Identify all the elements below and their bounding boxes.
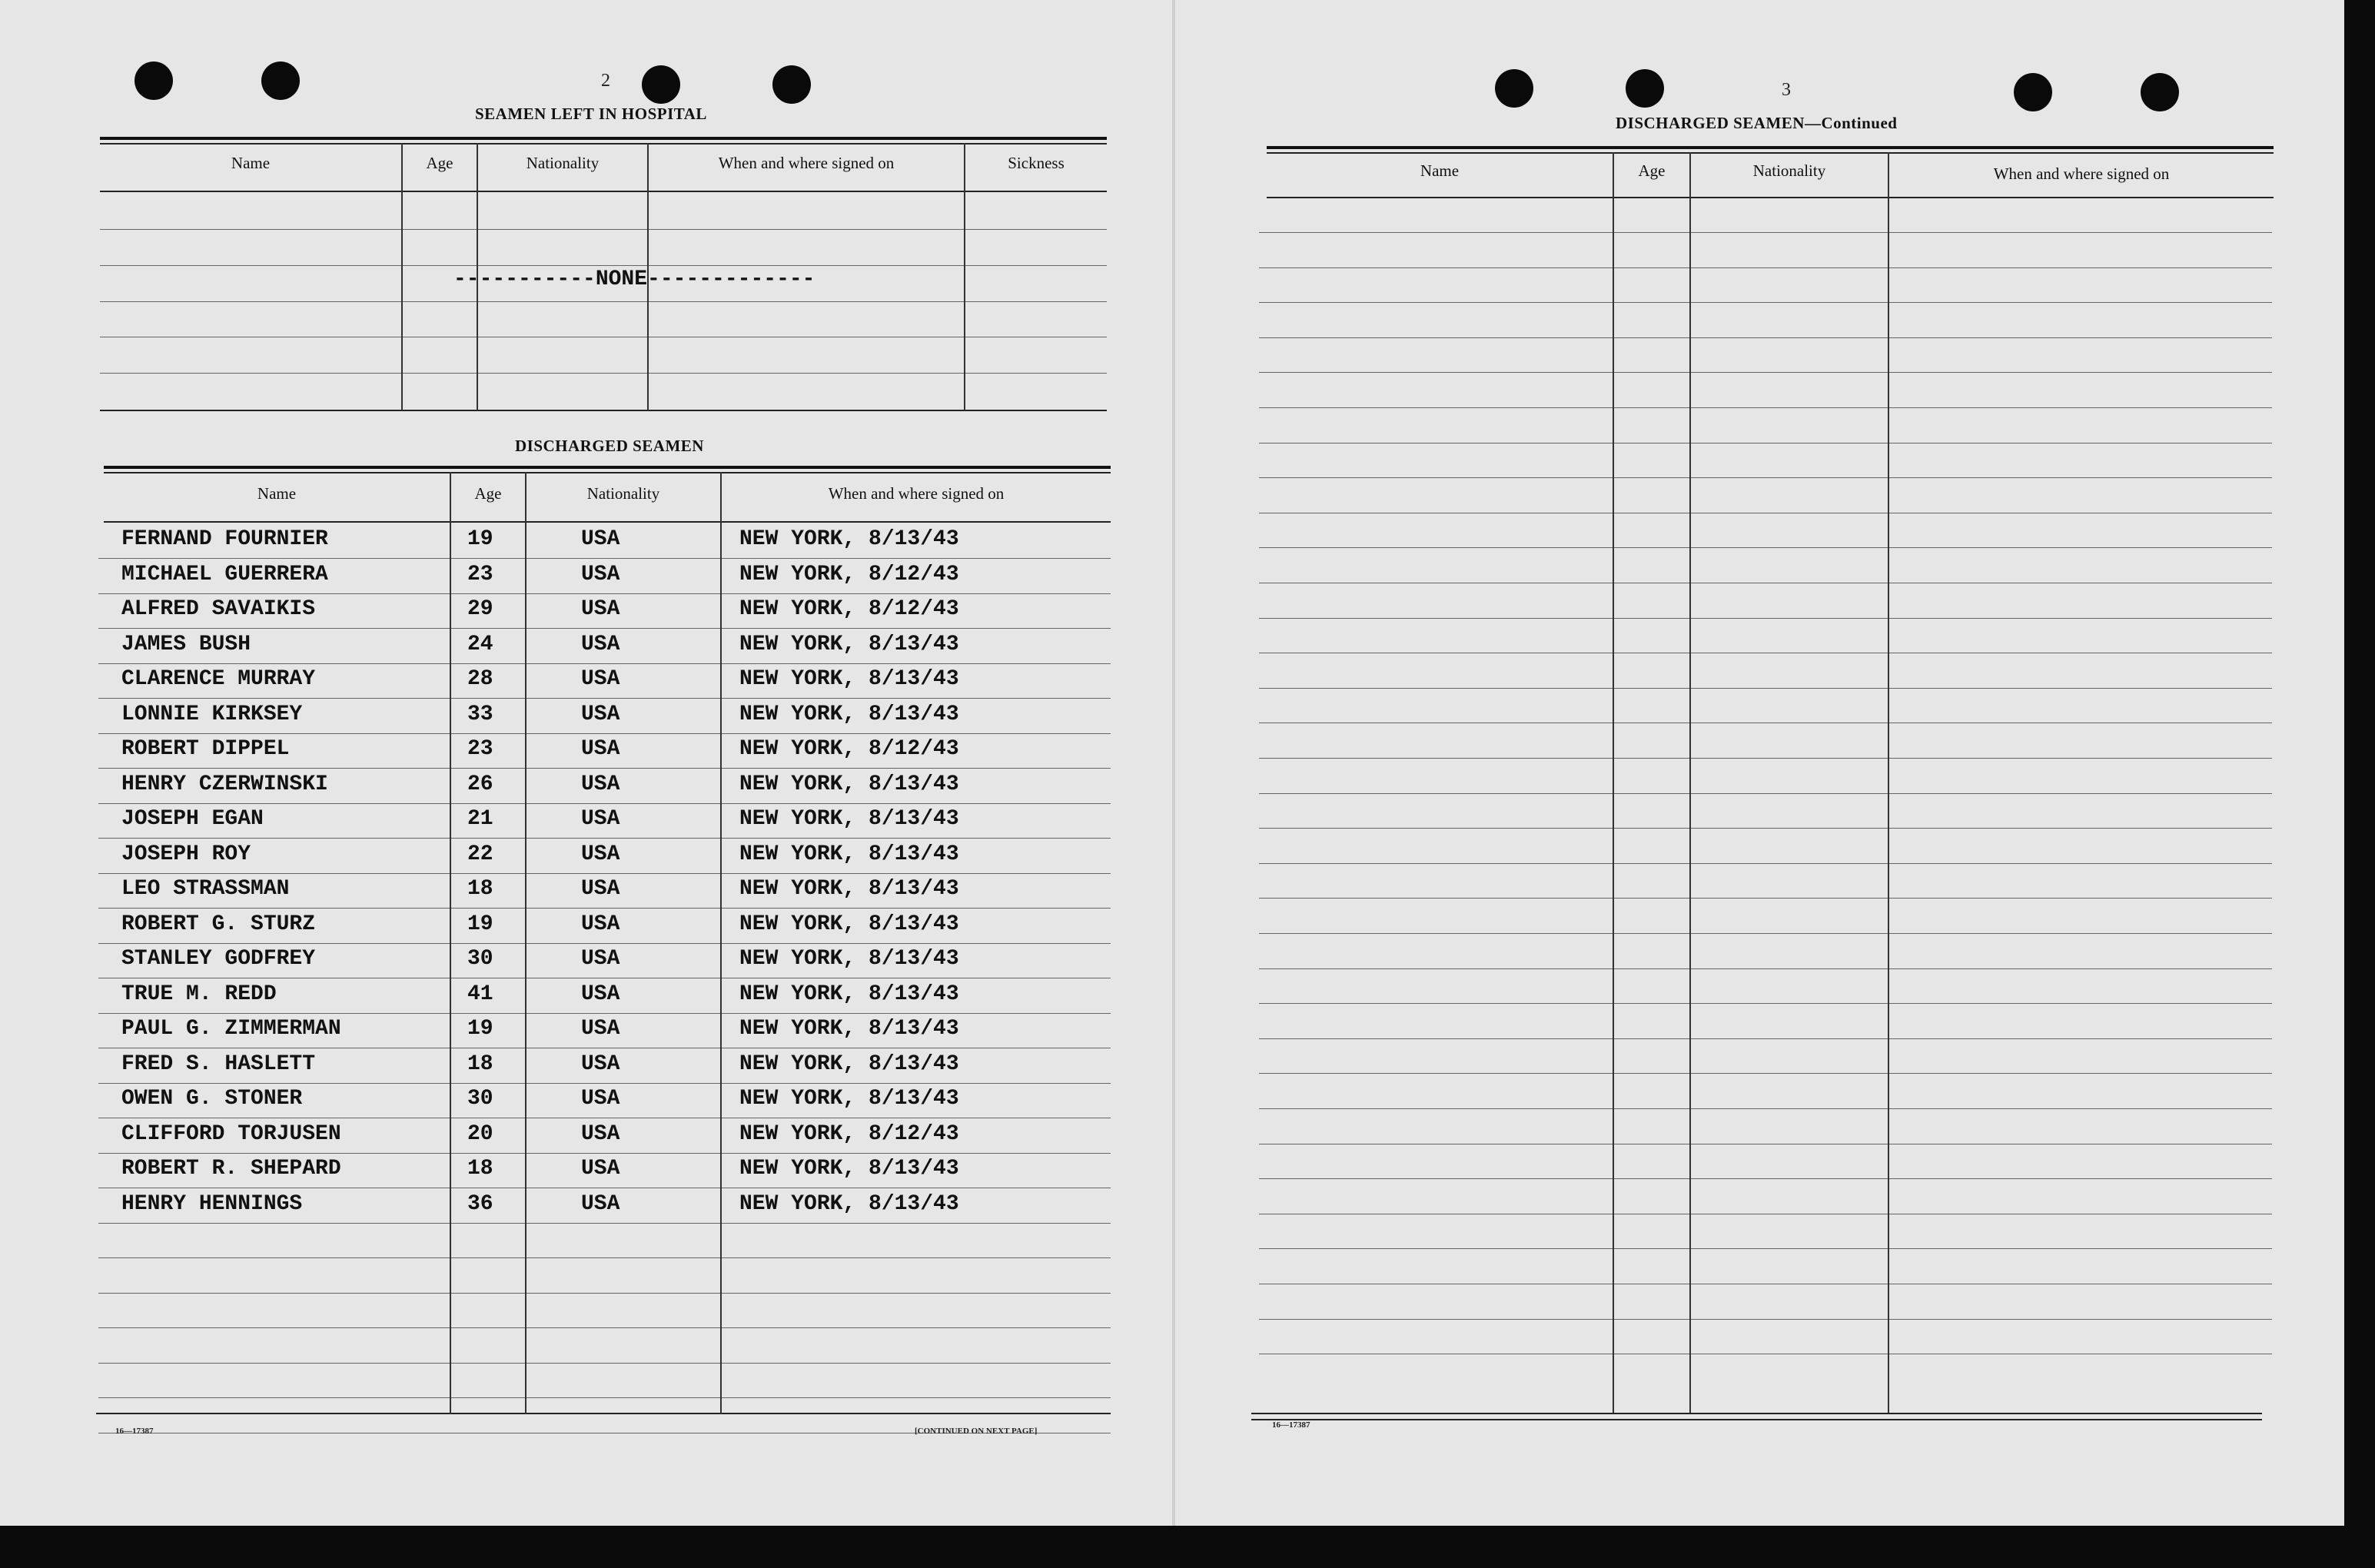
form-number: 16—17387 [115, 1427, 154, 1436]
hospital-header-age: Age [426, 154, 453, 172]
seaman-name: CLARENCE MURRAY [121, 667, 316, 691]
seaman-name: HENRY CZERWINSKI [121, 772, 328, 796]
seaman-age: 21 [467, 807, 493, 831]
row-rule [1259, 1319, 2272, 1320]
row-rule [98, 663, 1111, 664]
continued-note: [CONTINUED ON NEXT PAGE] [915, 1427, 1038, 1436]
row-rule [98, 593, 1111, 594]
seaman-age: 29 [467, 597, 493, 621]
seaman-signed-on: NEW YORK, 8/13/43 [739, 703, 959, 726]
row-rule [1259, 688, 2272, 689]
page-number: 3 [1782, 80, 1791, 100]
seaman-name: FERNAND FOURNIER [121, 527, 328, 551]
seaman-signed-on: NEW YORK, 8/13/43 [739, 667, 959, 691]
seaman-signed-on: NEW YORK, 8/12/43 [739, 1122, 959, 1146]
seaman-age: 23 [467, 563, 493, 586]
seaman-signed-on: NEW YORK, 8/13/43 [739, 982, 959, 1006]
continued-header-age: Age [1638, 161, 1666, 180]
row-rule [1259, 232, 2272, 233]
seaman-nationality: USA [581, 842, 620, 866]
seaman-name: ALFRED SAVAIKIS [121, 597, 316, 621]
seaman-nationality: USA [581, 772, 620, 796]
row-rule [98, 1397, 1111, 1398]
punch-hole [1495, 69, 1533, 108]
seaman-nationality: USA [581, 633, 620, 656]
seaman-age: 19 [467, 527, 493, 551]
seaman-name: TRUE M. REDD [121, 982, 277, 1006]
punch-hole [2141, 73, 2179, 111]
seaman-name: LONNIE KIRKSEY [121, 703, 303, 726]
seaman-nationality: USA [581, 667, 620, 691]
row-rule [1259, 618, 2272, 619]
row-rule [98, 943, 1111, 944]
form-number: 16—17387 [1272, 1420, 1310, 1430]
row-rule [1259, 758, 2272, 759]
row-rule [1259, 372, 2272, 373]
seaman-name: STANLEY GODFREY [121, 947, 316, 971]
seaman-age: 23 [467, 737, 493, 761]
row-rule [1259, 1178, 2272, 1179]
row-rule [98, 838, 1111, 839]
row-rule [98, 1293, 1111, 1294]
continued-header-signed-on: When and where signed on [1993, 164, 2170, 183]
hospital-header-nationality: Nationality [526, 154, 600, 172]
row-rule [98, 873, 1111, 874]
seaman-signed-on: NEW YORK, 8/13/43 [739, 842, 959, 866]
seaman-nationality: USA [581, 703, 620, 726]
seaman-name: LEO STRASSMAN [121, 877, 290, 901]
row-rule [1259, 267, 2272, 268]
seaman-age: 24 [467, 633, 493, 656]
seaman-age: 30 [467, 1087, 493, 1111]
seaman-signed-on: NEW YORK, 8/13/43 [739, 1052, 959, 1076]
punch-hole [135, 61, 173, 100]
seaman-age: 20 [467, 1122, 493, 1146]
seaman-age: 22 [467, 842, 493, 866]
punch-hole [261, 61, 300, 100]
row-rule [98, 768, 1111, 769]
page-number: 2 [601, 71, 610, 91]
hospital-header-sickness: Sickness [1008, 154, 1065, 172]
seaman-signed-on: NEW YORK, 8/13/43 [739, 1087, 959, 1111]
row-rule [98, 1223, 1111, 1224]
discharged-header-name: Name [257, 484, 297, 503]
row-rule [1259, 407, 2272, 408]
continued-header-name: Name [1420, 161, 1460, 180]
row-rule [1259, 828, 2272, 829]
discharged-header-nationality: Nationality [586, 484, 660, 503]
row-rule [98, 558, 1111, 559]
seaman-nationality: USA [581, 737, 620, 761]
row-rule [98, 733, 1111, 734]
seaman-nationality: USA [581, 982, 620, 1006]
seaman-age: 30 [467, 947, 493, 971]
row-rule [1259, 1038, 2272, 1039]
row-rule [1259, 337, 2272, 338]
discharged-section-title: DISCHARGED SEAMEN [515, 437, 704, 455]
row-rule [98, 1083, 1111, 1084]
row-rule [98, 1153, 1111, 1154]
seaman-name: ROBERT R. SHEPARD [121, 1157, 341, 1181]
discharged-continued-suffix: —Continued [1804, 114, 1898, 132]
seaman-signed-on: NEW YORK, 8/13/43 [739, 633, 959, 656]
row-rule [1259, 1073, 2272, 1074]
seaman-nationality: USA [581, 1122, 620, 1146]
seaman-name: JOSEPH ROY [121, 842, 251, 866]
row-rule [1259, 863, 2272, 864]
seaman-signed-on: NEW YORK, 8/13/43 [739, 877, 959, 901]
punch-hole [1626, 69, 1664, 108]
seaman-name: HENRY HENNINGS [121, 1192, 303, 1216]
row-rule [98, 628, 1111, 629]
seaman-age: 19 [467, 1017, 493, 1041]
hospital-section-title: SEAMEN LEFT IN HOSPITAL [475, 105, 707, 123]
seaman-name: OWEN G. STONER [121, 1087, 303, 1111]
seaman-signed-on: NEW YORK, 8/13/43 [739, 807, 959, 831]
seaman-age: 18 [467, 877, 493, 901]
seaman-name: JOSEPH EGAN [121, 807, 264, 831]
seaman-signed-on: NEW YORK, 8/12/43 [739, 563, 959, 586]
seaman-signed-on: NEW YORK, 8/13/43 [739, 1157, 959, 1181]
seaman-age: 33 [467, 703, 493, 726]
seaman-nationality: USA [581, 527, 620, 551]
row-rule [98, 1363, 1111, 1364]
row-rule [1259, 1108, 2272, 1109]
seaman-nationality: USA [581, 807, 620, 831]
seaman-name: CLIFFORD TORJUSEN [121, 1122, 341, 1146]
seaman-nationality: USA [581, 1017, 620, 1041]
seaman-age: 36 [467, 1192, 493, 1216]
seaman-age: 18 [467, 1052, 493, 1076]
hospital-none-entry: -----------NONE------------- [453, 267, 815, 291]
seaman-signed-on: NEW YORK, 8/13/43 [739, 1192, 959, 1216]
seaman-name: PAUL G. ZIMMERMAN [121, 1017, 341, 1041]
seaman-age: 18 [467, 1157, 493, 1181]
seaman-age: 19 [467, 912, 493, 936]
row-rule [1259, 933, 2272, 934]
row-rule [1259, 968, 2272, 969]
continued-header-nationality: Nationality [1752, 161, 1826, 180]
seaman-name: ROBERT G. STURZ [121, 912, 316, 936]
seaman-nationality: USA [581, 877, 620, 901]
row-rule [98, 1257, 1111, 1258]
seaman-age: 26 [467, 772, 493, 796]
seaman-name: FRED S. HASLETT [121, 1052, 316, 1076]
row-rule [1259, 1248, 2272, 1249]
seaman-age: 41 [467, 982, 493, 1006]
seaman-signed-on: NEW YORK, 8/12/43 [739, 737, 959, 761]
seaman-nationality: USA [581, 912, 620, 936]
row-rule [1259, 793, 2272, 794]
seaman-signed-on: NEW YORK, 8/13/43 [739, 947, 959, 971]
punch-hole [2014, 73, 2052, 111]
seaman-nationality: USA [581, 947, 620, 971]
seaman-signed-on: NEW YORK, 8/13/43 [739, 527, 959, 551]
row-rule [98, 908, 1111, 909]
hospital-header-name: Name [231, 154, 271, 172]
seaman-signed-on: NEW YORK, 8/13/43 [739, 1017, 959, 1041]
row-rule [98, 1013, 1111, 1014]
row-rule [1259, 477, 2272, 478]
discharged-header-age: Age [474, 484, 502, 503]
hospital-header-signed-on: When and where signed on [718, 154, 895, 172]
seaman-nationality: USA [581, 597, 620, 621]
seaman-signed-on: NEW YORK, 8/13/43 [739, 772, 959, 796]
seaman-nationality: USA [581, 563, 620, 586]
discharged-continued-title [1616, 114, 1897, 133]
row-rule [1259, 1003, 2272, 1004]
seaman-nationality: USA [581, 1087, 620, 1111]
seaman-name: ROBERT DIPPEL [121, 737, 290, 761]
discharged-continued-title-main: DISCHARGED SEAMEN [1616, 114, 1805, 132]
row-rule [1259, 898, 2272, 899]
seaman-name: JAMES BUSH [121, 633, 251, 656]
seaman-nationality: USA [581, 1157, 620, 1181]
seaman-nationality: USA [581, 1192, 620, 1216]
seaman-signed-on: NEW YORK, 8/13/43 [739, 912, 959, 936]
seaman-signed-on: NEW YORK, 8/12/43 [739, 597, 959, 621]
seaman-nationality: USA [581, 1052, 620, 1076]
row-rule [98, 803, 1111, 804]
seaman-name: MICHAEL GUERRERA [121, 563, 328, 586]
seaman-age: 28 [467, 667, 493, 691]
punch-hole [642, 65, 680, 104]
discharged-header-signed-on: When and where signed on [828, 484, 1005, 503]
center-fold [1172, 0, 1175, 1526]
punch-hole [772, 65, 811, 104]
row-rule [98, 1327, 1111, 1328]
row-rule [1259, 547, 2272, 548]
row-rule [98, 698, 1111, 699]
row-rule [1259, 302, 2272, 303]
